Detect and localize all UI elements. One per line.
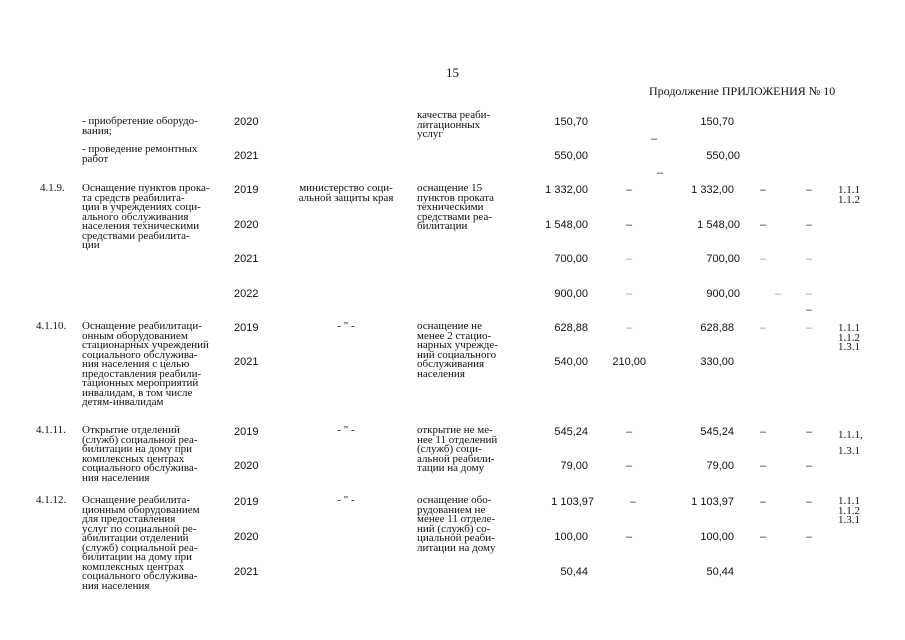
year-cell: 2021 — [234, 356, 259, 368]
row-ref: 1.1.1 1.1.2 1.3.1 — [838, 322, 860, 353]
continuation-title: Продолжение ПРИЛОЖЕНИЯ № 10 — [649, 84, 836, 98]
col-b-cell: 79,00 — [706, 460, 734, 472]
col-b-cell: 700,00 — [706, 253, 740, 265]
total-cell: 1 548,00 — [545, 219, 588, 231]
row-name: - приобретение оборудо- вания; — [82, 115, 198, 137]
col-d-cell: – — [806, 426, 813, 438]
col-b-cell: 330,00 — [700, 356, 734, 368]
year-cell: 2020 — [234, 219, 259, 231]
col-a-cell: – — [626, 184, 633, 196]
col-d-cell: – — [806, 219, 813, 231]
col-b-cell: 1 548,00 — [697, 219, 740, 231]
row-name: Открытие отделений (служб) социальной реа- билитации на дому при комплексных центрах социального обслужива- ния населения — [82, 424, 198, 484]
page-number: 15 — [446, 65, 459, 80]
total-cell: 900,00 — [554, 288, 588, 300]
row-result: оснащение 15 пунктов проката техническими средствами реа- билитации — [417, 182, 495, 232]
col-a-cell: – — [626, 253, 633, 265]
row-name: Оснащение пунктов прока- та средств реабилита- ции в учреждениях соци- ального обслуживания населения техническими средствами реабилита- ции — [82, 182, 210, 251]
col-d-cell: – — [806, 288, 813, 300]
row-col-b: 550,00 — [706, 150, 740, 162]
col-b-cell: 50,44 — [706, 566, 734, 578]
col-d-cell: – — [806, 531, 813, 543]
col-c-cell: – — [760, 322, 767, 334]
col-c-cell: – — [760, 219, 767, 231]
row-executor: - " - — [337, 424, 355, 436]
row-result: открытие не ме- нее 11 отделений (служб) соци- альной реабили- тации на дому — [417, 424, 498, 474]
total-cell: 50,44 — [560, 566, 588, 578]
year-cell: 2021 — [234, 566, 259, 578]
col-b-cell: 100,00 — [700, 531, 734, 543]
row-year: 2020 — [234, 116, 259, 128]
row-executor: министерство соци- альной защиты края — [298, 182, 394, 204]
col-c-cell: – — [775, 288, 782, 300]
row-total: 150,70 — [554, 116, 588, 128]
col-d-cell: – — [806, 253, 813, 265]
row-total: 550,00 — [554, 150, 588, 162]
row-ref: 1.1.1 1.1.2 — [838, 184, 860, 206]
total-cell: 545,24 — [554, 426, 588, 438]
total-cell: 100,00 — [554, 531, 588, 543]
dash-mark: – — [657, 167, 664, 179]
row-name: - проведение ремонтных работ — [82, 143, 198, 165]
col-b-cell: 1 332,00 — [691, 184, 734, 196]
col-d-cell: – — [806, 322, 813, 334]
row-code: 4.1.11. — [36, 424, 66, 436]
row-code: 4.1.10. — [36, 320, 67, 332]
dash-mark: – — [806, 304, 813, 316]
total-cell: 540,00 — [554, 356, 588, 368]
dash-mark: – — [651, 133, 658, 145]
col-c-cell: – — [760, 460, 767, 472]
row-result: оснащение не менее 2 стацио- нарных учрежде- ний социального обслуживания населения — [417, 320, 498, 380]
total-cell: 1 103,97 — [551, 496, 594, 508]
col-a-cell: – — [626, 322, 633, 334]
col-c-cell: – — [760, 184, 767, 196]
row-code: 4.1.12. — [36, 494, 67, 506]
col-b-cell: 900,00 — [706, 288, 740, 300]
col-c-cell: – — [760, 531, 767, 543]
col-b-cell: 628,88 — [700, 322, 734, 334]
col-b-cell: 1 103,97 — [691, 496, 734, 508]
col-a-cell: 210,00 — [612, 356, 646, 368]
row-ref: 1.1.1 1.1.2 1.3.1 — [838, 495, 860, 526]
row-result: оснащение обо- рудованием не менее 11 отделе- ний (служб) со- циальной реаби- литации на дому — [417, 494, 496, 554]
col-b-cell: 545,24 — [700, 426, 734, 438]
year-cell: 2019 — [234, 322, 259, 334]
year-cell: 2022 — [234, 288, 259, 300]
row-name: Оснащение реабилита- ционным оборудованием для предоставления услуг по социальной ре- абилитации отделений (служб) социальной реа- билитации на дому при комплексных центрах социального обслужива- ния населения — [82, 494, 200, 592]
total-cell: 700,00 — [554, 253, 588, 265]
row-year: 2021 — [234, 150, 259, 162]
col-a-cell: – — [626, 288, 633, 300]
col-a-cell: – — [626, 426, 633, 438]
col-c-cell: – — [760, 253, 767, 265]
col-a-cell: – — [626, 531, 633, 543]
row-executor: - " - — [337, 320, 355, 332]
col-d-cell: – — [806, 496, 813, 508]
total-cell: 628,88 — [554, 322, 588, 334]
col-d-cell: – — [806, 184, 813, 196]
row-ref: 1.1.1, 1.3.1 — [838, 429, 863, 457]
year-cell: 2019 — [234, 496, 259, 508]
year-cell: 2020 — [234, 531, 259, 543]
col-a-cell: – — [626, 219, 633, 231]
row-name: Оснащение реабилитаци- онным оборудованием стационарных учреждений социального обслужива- ния населения с целью предоставления реабили- тационных мероприятий инвалидам, в том числе детям-инвалидам — [82, 320, 209, 408]
col-a-cell: – — [630, 496, 637, 508]
row-executor: - " - — [337, 494, 355, 506]
year-cell: 2019 — [234, 426, 259, 438]
row-col-b: 150,70 — [700, 116, 734, 128]
total-cell: 79,00 — [560, 460, 588, 472]
col-a-cell: – — [626, 460, 633, 472]
year-cell: 2020 — [234, 460, 259, 472]
row-result: качества реаби- литационных услуг — [417, 109, 491, 140]
year-cell: 2019 — [234, 184, 259, 196]
row-code: 4.1.9. — [40, 182, 65, 194]
total-cell: 1 332,00 — [545, 184, 588, 196]
col-d-cell: – — [806, 460, 813, 472]
year-cell: 2021 — [234, 253, 259, 265]
col-c-cell: – — [760, 496, 767, 508]
col-c-cell: – — [760, 426, 767, 438]
